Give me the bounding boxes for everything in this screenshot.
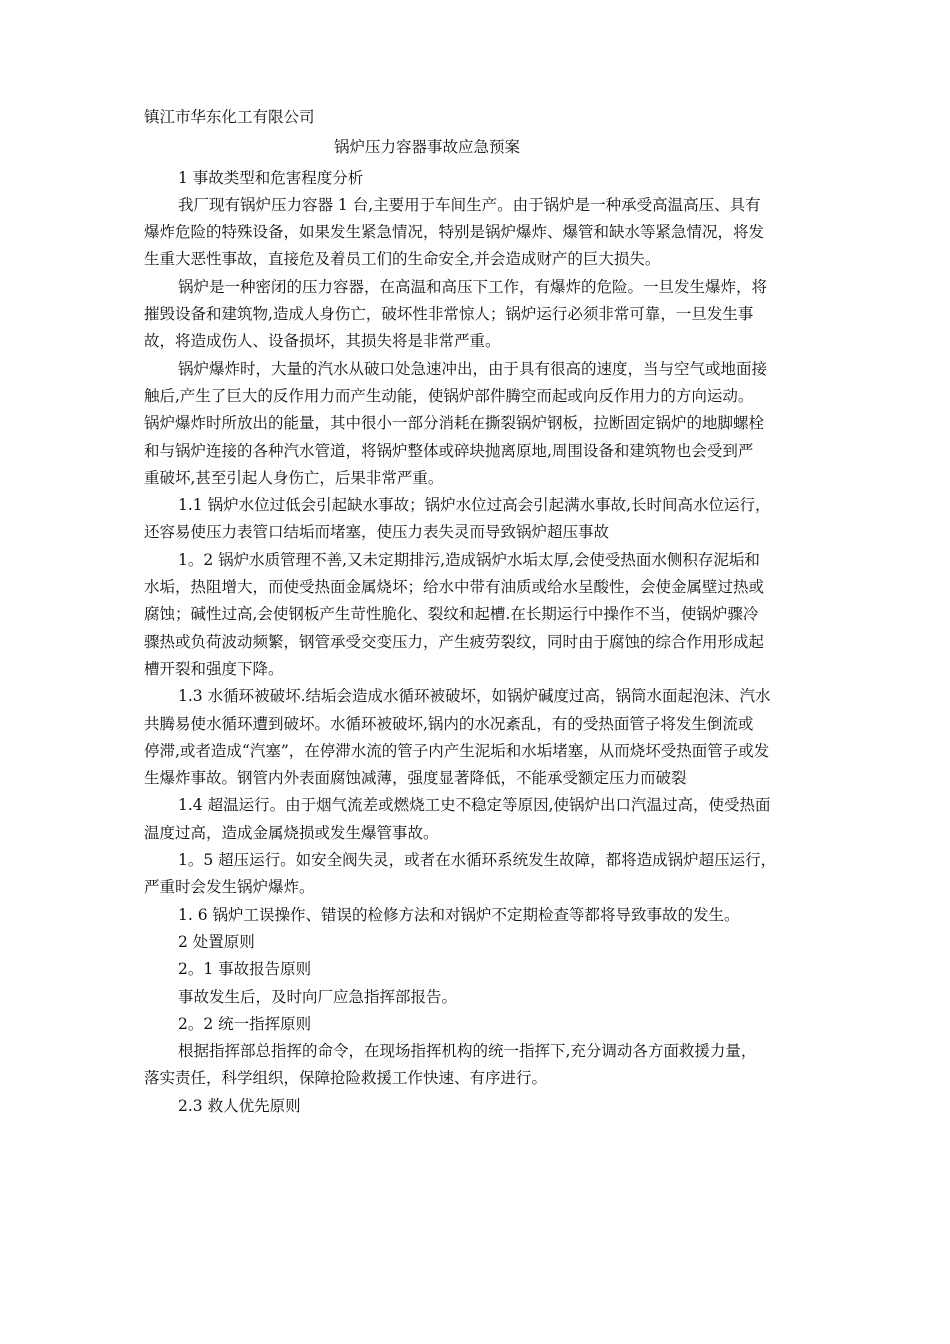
paragraph-line: 落实责任，科学组织，保障抢险救援工作快速、有序进行。 bbox=[144, 1069, 548, 1088]
paragraph-line: 生重大恶性事故，直接危及着员工们的生命安全,并会造成财产的巨大损失。 bbox=[144, 250, 661, 269]
paragraph-line: 槽开裂和强度下降。 bbox=[144, 659, 284, 678]
paragraph-line: 温度过高，造成金属烧损或发生爆管事故。 bbox=[144, 823, 439, 842]
document-body bbox=[144, 165, 816, 1120]
company-name: 镇江市华东化工有限公司 bbox=[144, 108, 315, 126]
paragraph-line: 骤热或负荷波动频繁，钢管承受交变压力，产生疲劳裂纹，同时由于腐蚀的综合作用形成起 bbox=[144, 632, 765, 651]
paragraph-line: 共腾易使水循环遭到破坏。水循环被破坏,锅内的水况紊乱，有的受热面管子将发生倒流或 bbox=[144, 714, 754, 733]
section-heading: 2。2 统一指挥原则 bbox=[178, 1014, 312, 1033]
paragraph-line: 锅炉爆炸时所放出的能量，其中很小一部分消耗在撕裂锅炉钢板，拉断固定锅炉的地脚螺栓 bbox=[144, 414, 765, 433]
document-title: 锅炉压力容器事故应急预案 bbox=[334, 138, 521, 157]
paragraph-line: 触后,产生了巨大的反作用力而产生动能，使锅炉部件腾空而起或向反作用力的方向运动。 bbox=[144, 386, 754, 405]
paragraph-line: 生爆炸事故。钢管内外表面腐蚀减薄，强度显著降低，不能承受额定压力而破裂 bbox=[144, 769, 687, 788]
paragraph bbox=[144, 274, 816, 356]
paragraph bbox=[144, 192, 816, 274]
paragraph-line: 我厂现有锅炉压力容器 1 台,主要用于车间生产。由于锅炉是一种承受高温高压、具有 bbox=[178, 195, 761, 214]
paragraph-line: 爆炸危险的特殊设备，如果发生紧急情况，特别是锅炉爆炸、爆管和缺水等紧急情况，将发 bbox=[144, 223, 765, 242]
paragraph-line: 事故发生后，及时向厂应急指挥部报告。 bbox=[178, 987, 458, 1006]
paragraph-line: 1。2 锅炉水质管理不善,又未定期排污,造成锅炉水垢太厚,会使受热面水侧积存泥垢和 bbox=[178, 550, 760, 569]
section-heading: 2。1 事故报告原则 bbox=[178, 960, 312, 979]
paragraph bbox=[144, 792, 816, 847]
paragraph-line: 根据指挥部总指挥的命令，在现场指挥机构的统一指挥下,充分调动各方面救援力量， bbox=[178, 1042, 757, 1061]
paragraph-line: 1. 6 锅炉工误操作、错误的检修方法和对锅炉不定期检查等都将导致事故的发生。 bbox=[178, 905, 740, 924]
paragraph-line: 和与锅炉连接的各种汽水管道，将锅炉整体或碎块抛离原地,周围设备和建筑物也会受到严 bbox=[144, 441, 754, 460]
paragraph bbox=[144, 984, 816, 1011]
paragraph-line: 1.3 水循环被破坏.结垢会造成水循环被破坏，如锅炉碱度过高，锅筒水面起泡沫、汽水 bbox=[178, 687, 771, 706]
paragraph-line: 1。5 超压运行。如安全阀失灵，或者在水循环系统发生故障，都将造成锅炉超压运行， bbox=[178, 851, 777, 870]
paragraph-line: 故，将造成伤人、设备损坏，其损失将是非常严重。 bbox=[144, 332, 501, 351]
paragraph-line: 停滞,或者造成“汽塞”，在停滞水流的管子内产生泥垢和水垢堵塞，从而烧坏受热面管子或发 bbox=[144, 741, 770, 760]
paragraph bbox=[144, 683, 816, 792]
paragraph-line: 腐蚀；碱性过高,会使钢板产生苛性脆化、裂纹和起槽.在长期运行中操作不当，使锅炉骤冷 bbox=[144, 605, 759, 624]
paragraph bbox=[144, 547, 816, 683]
document-page bbox=[144, 104, 816, 1120]
paragraph-line: 还容易使压力表管口结垢而堵塞，使压力表失灵而导致锅炉超压事故 bbox=[144, 523, 610, 542]
paragraph-line: 严重时会发生锅炉爆炸。 bbox=[144, 878, 315, 897]
paragraph-line: 锅炉爆炸时，大量的汽水从破口处急速冲出，由于具有很高的速度，当与空气或地面接 bbox=[178, 359, 768, 378]
paragraph-line: 摧毁设备和建筑物,造成人身伤亡，破坏性非常惊人；锅炉运行必须非常可靠，一旦发生事 bbox=[144, 305, 754, 324]
paragraph-line: 1.1 锅炉水位过低会引起缺水事故；锅炉水位过高会引起满水事故,长时间高水位运行， bbox=[178, 496, 771, 515]
paragraph bbox=[144, 1038, 816, 1093]
paragraph bbox=[144, 356, 816, 492]
paragraph-line: 重破坏,甚至引起人身伤亡，后果非常严重。 bbox=[144, 468, 444, 487]
section-heading: 2 处置原则 bbox=[178, 932, 255, 951]
paragraph bbox=[144, 847, 816, 902]
paragraph-line: 1.4 超温运行。由于烟气流差或燃烧工史不稳定等原因,使锅炉出口汽温过高，使受热面 bbox=[178, 796, 771, 815]
section-heading: 2.3 救人优先原则 bbox=[178, 1096, 301, 1115]
section-heading: 1 事故类型和危害程度分析 bbox=[178, 168, 364, 187]
paragraph bbox=[144, 492, 816, 547]
paragraph-line: 锅炉是一种密闭的压力容器，在高温和高压下工作，有爆炸的危险。一旦发生爆炸，将 bbox=[178, 277, 768, 296]
paragraph bbox=[144, 902, 816, 929]
paragraph-line: 水垢，热阻增大，而使受热面金属烧坏；给水中带有油质或给水呈酸性，会使金属壁过热或 bbox=[144, 578, 765, 597]
